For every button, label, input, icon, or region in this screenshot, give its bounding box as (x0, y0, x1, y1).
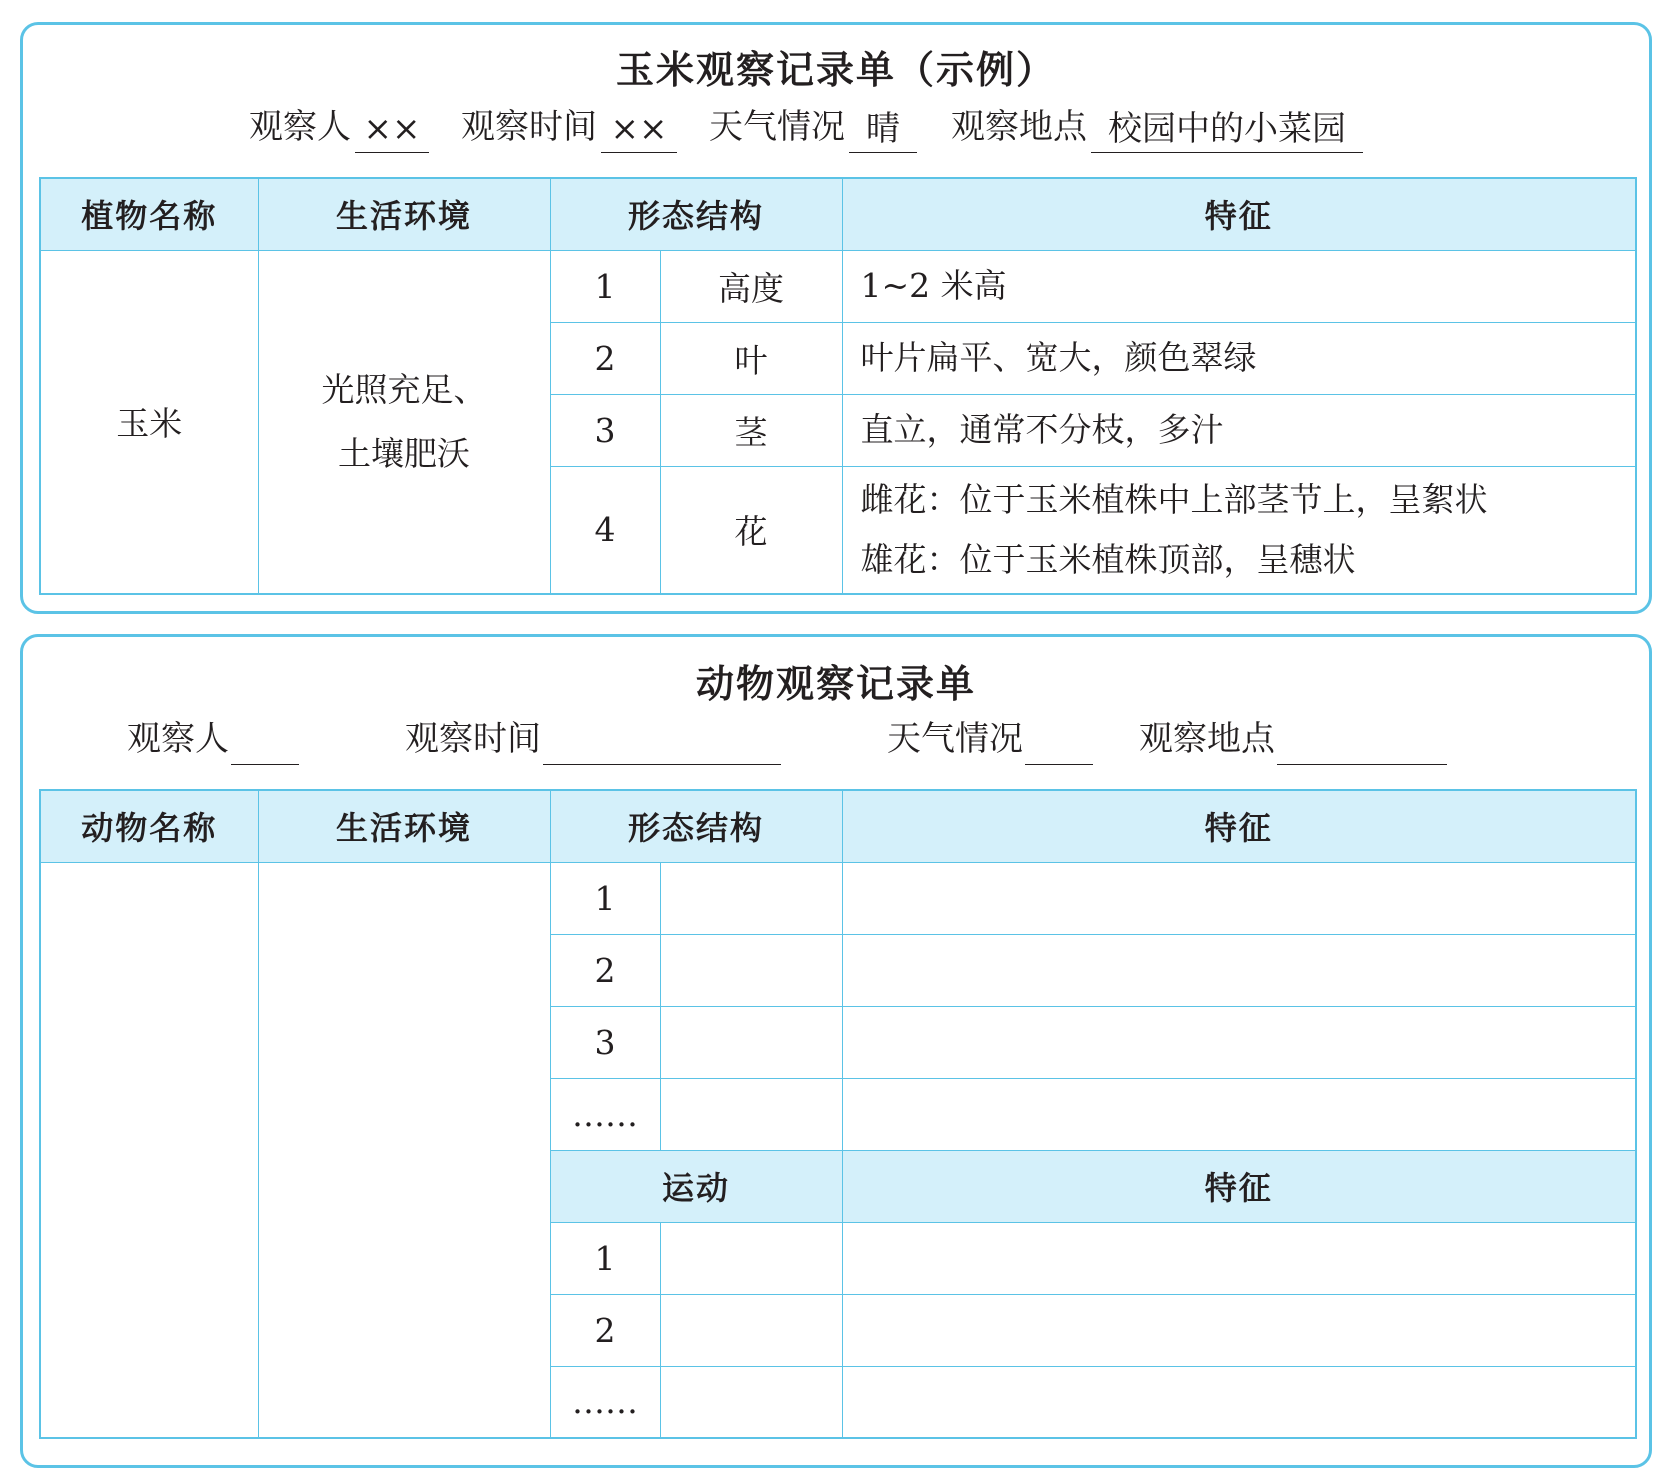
environment-line: 光照充足、 (321, 369, 487, 409)
feature-line: 直立，通常不分枝，多汁 (860, 410, 1224, 449)
feature-line: 雌花：位于玉米植株中上部茎节上，呈絮状 (860, 479, 1488, 519)
structure-part: 花 (660, 466, 842, 594)
header-structure: 形态结构 (550, 178, 842, 250)
place-label: 观察地点 (1139, 719, 1275, 759)
animal-form-title: 动物观察记录单 (695, 662, 976, 706)
animal-weather (887, 713, 1093, 765)
place-blank[interactable] (1277, 719, 1447, 765)
feature-line: 雄花：位于玉米植株顶部，呈穗状 (860, 539, 1356, 579)
feature-cell (842, 394, 1636, 466)
feature-blank[interactable] (842, 1006, 1636, 1078)
movement-blank[interactable] (660, 1366, 842, 1438)
header-feature: 特征 (842, 790, 1636, 862)
header-movement: 运动 (550, 1150, 842, 1222)
animal-record-card (20, 634, 1652, 1468)
animal-place (1139, 713, 1447, 765)
observer-blank[interactable] (231, 719, 299, 765)
feature-blank[interactable] (842, 934, 1636, 1006)
plant-record-table (39, 177, 1637, 595)
structure-blank[interactable] (660, 1078, 842, 1150)
environment-blank[interactable] (258, 862, 550, 1438)
structure-part: 茎 (660, 394, 842, 466)
plant-form-title: 玉米观察记录单（示例） (615, 48, 1056, 92)
row-number: 2 (550, 322, 660, 394)
row-number: 1 (550, 1222, 660, 1294)
header-movement-feature: 特征 (842, 1150, 1636, 1222)
feature-blank[interactable] (842, 862, 1636, 934)
weather-blank[interactable] (1025, 719, 1093, 765)
time-label: 观察时间 (461, 107, 597, 147)
weather-label: 天气情况 (709, 107, 845, 147)
row-number: 3 (550, 394, 660, 466)
header-animal-name: 动物名称 (40, 790, 258, 862)
animal-record-table (39, 789, 1637, 1439)
plant-meta-row (23, 101, 1649, 153)
feature-blank[interactable] (842, 1366, 1636, 1438)
observer-value[interactable]: ×× (355, 107, 429, 153)
row-number: 3 (550, 1006, 660, 1078)
structure-part: 高度 (660, 250, 842, 322)
structure-blank[interactable] (660, 1006, 842, 1078)
feature-cell (842, 466, 1636, 594)
plant-observer (249, 101, 429, 153)
feature-blank[interactable] (842, 1078, 1636, 1150)
animal-meta-row (23, 713, 1649, 765)
row-number: 4 (550, 466, 660, 594)
place-value[interactable]: 校园中的小菜园 (1091, 107, 1363, 153)
time-label: 观察时间 (405, 719, 541, 759)
row-number: …… (550, 1078, 660, 1150)
feature-cell (842, 250, 1636, 322)
header-feature: 特征 (842, 178, 1636, 250)
feature-line: 1~2 米高 (860, 266, 1007, 305)
structure-part: 叶 (660, 322, 842, 394)
structure-blank[interactable] (660, 862, 842, 934)
feature-blank[interactable] (842, 1222, 1636, 1294)
row-number: 1 (550, 862, 660, 934)
time-value[interactable]: ×× (601, 107, 677, 153)
header-structure: 形态结构 (550, 790, 842, 862)
header-environment: 生活环境 (258, 790, 550, 862)
movement-blank[interactable] (660, 1222, 842, 1294)
plant-name-cell: 玉米 (40, 250, 258, 594)
plant-time (461, 101, 677, 153)
time-blank[interactable] (543, 719, 781, 765)
plant-weather (709, 101, 917, 153)
movement-blank[interactable] (660, 1294, 842, 1366)
header-environment: 生活环境 (258, 178, 550, 250)
plant-record-card (20, 22, 1652, 614)
feature-blank[interactable] (842, 1294, 1636, 1366)
row-number: …… (550, 1366, 660, 1438)
environment-line: 土壤肥沃 (338, 433, 470, 473)
weather-value[interactable]: 晴 (849, 107, 917, 153)
observer-label: 观察人 (127, 719, 229, 759)
row-number: 1 (550, 250, 660, 322)
plant-place (951, 101, 1363, 153)
weather-label: 天气情况 (887, 719, 1023, 759)
animal-name-blank[interactable] (40, 862, 258, 1438)
place-label: 观察地点 (951, 107, 1087, 147)
row-number: 2 (550, 1294, 660, 1366)
row-number: 2 (550, 934, 660, 1006)
animal-time (405, 713, 781, 765)
observer-label: 观察人 (249, 107, 351, 147)
feature-line: 叶片扁平、宽大，颜色翠绿 (860, 338, 1257, 377)
header-plant-name: 植物名称 (40, 178, 258, 250)
structure-blank[interactable] (660, 934, 842, 1006)
feature-cell (842, 322, 1636, 394)
environment-cell (258, 250, 550, 594)
animal-observer (127, 713, 299, 765)
